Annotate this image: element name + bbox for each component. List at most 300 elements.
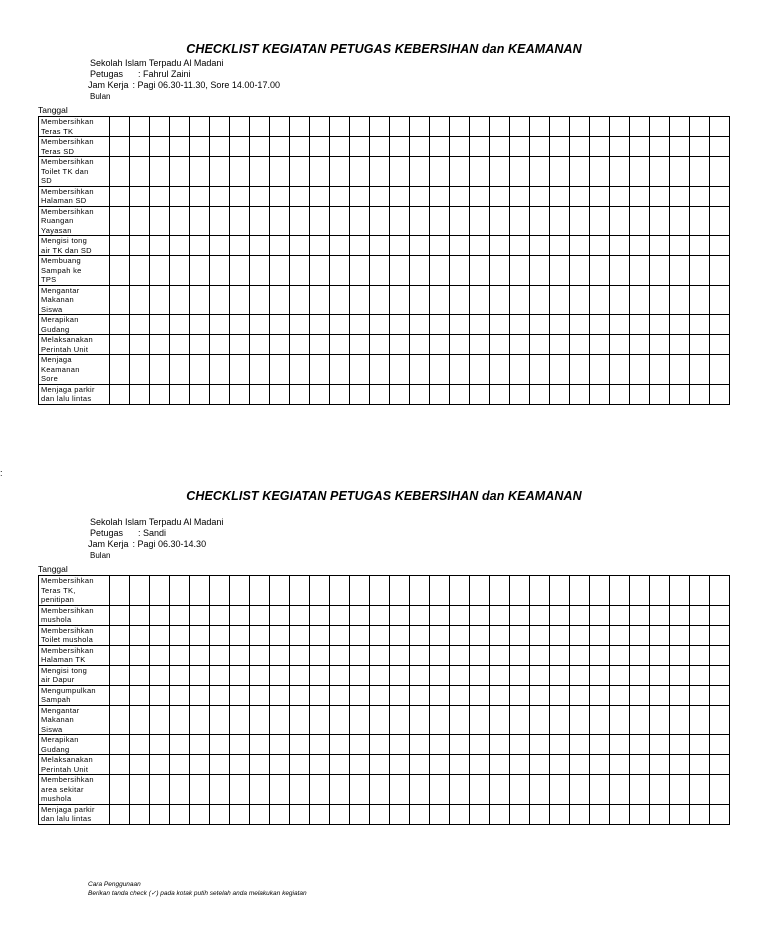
check-cell[interactable]: [690, 355, 710, 385]
check-cell[interactable]: [610, 256, 630, 286]
check-cell[interactable]: [110, 137, 130, 157]
check-cell[interactable]: [590, 735, 610, 755]
check-cell[interactable]: [290, 576, 310, 606]
check-cell[interactable]: [650, 157, 670, 187]
check-cell[interactable]: [570, 735, 590, 755]
check-cell[interactable]: [390, 605, 410, 625]
check-cell[interactable]: [650, 685, 670, 705]
check-cell[interactable]: [250, 315, 270, 335]
check-cell[interactable]: [430, 355, 450, 385]
check-cell[interactable]: [130, 355, 150, 385]
check-cell[interactable]: [210, 384, 230, 404]
check-cell[interactable]: [230, 137, 250, 157]
check-cell[interactable]: [390, 335, 410, 355]
check-cell[interactable]: [170, 335, 190, 355]
check-cell[interactable]: [350, 775, 370, 805]
check-cell[interactable]: [610, 755, 630, 775]
check-cell[interactable]: [150, 605, 170, 625]
check-cell[interactable]: [490, 576, 510, 606]
check-cell[interactable]: [510, 117, 530, 137]
check-cell[interactable]: [170, 665, 190, 685]
check-cell[interactable]: [390, 755, 410, 775]
check-cell[interactable]: [510, 735, 530, 755]
check-cell[interactable]: [170, 256, 190, 286]
check-cell[interactable]: [450, 285, 470, 315]
check-cell[interactable]: [290, 645, 310, 665]
check-cell[interactable]: [510, 576, 530, 606]
check-cell[interactable]: [190, 576, 210, 606]
check-cell[interactable]: [650, 117, 670, 137]
check-cell[interactable]: [430, 206, 450, 236]
check-cell[interactable]: [670, 775, 690, 805]
check-cell[interactable]: [490, 775, 510, 805]
check-cell[interactable]: [250, 236, 270, 256]
check-cell[interactable]: [210, 236, 230, 256]
check-cell[interactable]: [470, 605, 490, 625]
check-cell[interactable]: [690, 335, 710, 355]
check-cell[interactable]: [170, 186, 190, 206]
check-cell[interactable]: [530, 256, 550, 286]
check-cell[interactable]: [450, 137, 470, 157]
check-cell[interactable]: [430, 285, 450, 315]
check-cell[interactable]: [610, 665, 630, 685]
check-cell[interactable]: [250, 256, 270, 286]
check-cell[interactable]: [710, 576, 730, 606]
check-cell[interactable]: [670, 804, 690, 824]
check-cell[interactable]: [610, 335, 630, 355]
check-cell[interactable]: [110, 117, 130, 137]
check-cell[interactable]: [390, 137, 410, 157]
check-cell[interactable]: [550, 117, 570, 137]
check-cell[interactable]: [370, 157, 390, 187]
check-cell[interactable]: [210, 186, 230, 206]
check-cell[interactable]: [650, 285, 670, 315]
check-cell[interactable]: [550, 755, 570, 775]
check-cell[interactable]: [390, 625, 410, 645]
check-cell[interactable]: [290, 236, 310, 256]
check-cell[interactable]: [130, 804, 150, 824]
check-cell[interactable]: [290, 186, 310, 206]
check-cell[interactable]: [250, 335, 270, 355]
check-cell[interactable]: [190, 355, 210, 385]
check-cell[interactable]: [190, 735, 210, 755]
check-cell[interactable]: [130, 735, 150, 755]
check-cell[interactable]: [370, 576, 390, 606]
check-cell[interactable]: [630, 755, 650, 775]
check-cell[interactable]: [690, 315, 710, 335]
check-cell[interactable]: [390, 186, 410, 206]
check-cell[interactable]: [450, 335, 470, 355]
check-cell[interactable]: [150, 705, 170, 735]
check-cell[interactable]: [710, 157, 730, 187]
check-cell[interactable]: [270, 605, 290, 625]
check-cell[interactable]: [190, 186, 210, 206]
check-cell[interactable]: [590, 186, 610, 206]
check-cell[interactable]: [550, 775, 570, 805]
check-cell[interactable]: [490, 137, 510, 157]
check-cell[interactable]: [690, 137, 710, 157]
check-cell[interactable]: [250, 705, 270, 735]
check-cell[interactable]: [310, 355, 330, 385]
check-cell[interactable]: [270, 384, 290, 404]
check-cell[interactable]: [250, 186, 270, 206]
check-cell[interactable]: [610, 705, 630, 735]
check-cell[interactable]: [370, 285, 390, 315]
check-cell[interactable]: [710, 605, 730, 625]
check-cell[interactable]: [450, 384, 470, 404]
check-cell[interactable]: [710, 315, 730, 335]
check-cell[interactable]: [190, 315, 210, 335]
check-cell[interactable]: [650, 236, 670, 256]
check-cell[interactable]: [690, 236, 710, 256]
check-cell[interactable]: [110, 206, 130, 236]
check-cell[interactable]: [470, 236, 490, 256]
check-cell[interactable]: [350, 705, 370, 735]
check-cell[interactable]: [670, 117, 690, 137]
check-cell[interactable]: [370, 335, 390, 355]
check-cell[interactable]: [370, 804, 390, 824]
check-cell[interactable]: [130, 117, 150, 137]
check-cell[interactable]: [370, 206, 390, 236]
check-cell[interactable]: [670, 705, 690, 735]
check-cell[interactable]: [250, 804, 270, 824]
check-cell[interactable]: [390, 117, 410, 137]
check-cell[interactable]: [410, 236, 430, 256]
check-cell[interactable]: [250, 137, 270, 157]
check-cell[interactable]: [310, 735, 330, 755]
check-cell[interactable]: [510, 645, 530, 665]
check-cell[interactable]: [250, 117, 270, 137]
check-cell[interactable]: [710, 186, 730, 206]
check-cell[interactable]: [310, 645, 330, 665]
check-cell[interactable]: [370, 705, 390, 735]
check-cell[interactable]: [310, 137, 330, 157]
check-cell[interactable]: [610, 735, 630, 755]
check-cell[interactable]: [550, 735, 570, 755]
check-cell[interactable]: [190, 665, 210, 685]
check-cell[interactable]: [590, 705, 610, 735]
check-cell[interactable]: [230, 576, 250, 606]
check-cell[interactable]: [470, 256, 490, 286]
check-cell[interactable]: [170, 755, 190, 775]
check-cell[interactable]: [130, 576, 150, 606]
check-cell[interactable]: [130, 157, 150, 187]
check-cell[interactable]: [530, 576, 550, 606]
check-cell[interactable]: [170, 117, 190, 137]
check-cell[interactable]: [630, 605, 650, 625]
check-cell[interactable]: [110, 285, 130, 315]
check-cell[interactable]: [530, 355, 550, 385]
check-cell[interactable]: [570, 755, 590, 775]
check-cell[interactable]: [290, 755, 310, 775]
check-cell[interactable]: [590, 645, 610, 665]
check-cell[interactable]: [330, 186, 350, 206]
check-cell[interactable]: [250, 625, 270, 645]
check-cell[interactable]: [690, 605, 710, 625]
check-cell[interactable]: [350, 206, 370, 236]
check-cell[interactable]: [410, 755, 430, 775]
check-cell[interactable]: [710, 775, 730, 805]
check-cell[interactable]: [690, 645, 710, 665]
check-cell[interactable]: [230, 605, 250, 625]
check-cell[interactable]: [210, 605, 230, 625]
check-cell[interactable]: [550, 285, 570, 315]
check-cell[interactable]: [150, 755, 170, 775]
check-cell[interactable]: [570, 804, 590, 824]
check-cell[interactable]: [470, 576, 490, 606]
check-cell[interactable]: [570, 355, 590, 385]
check-cell[interactable]: [650, 735, 670, 755]
check-cell[interactable]: [130, 775, 150, 805]
check-cell[interactable]: [150, 335, 170, 355]
check-cell[interactable]: [530, 186, 550, 206]
check-cell[interactable]: [610, 605, 630, 625]
check-cell[interactable]: [690, 735, 710, 755]
check-cell[interactable]: [270, 256, 290, 286]
check-cell[interactable]: [350, 117, 370, 137]
check-cell[interactable]: [230, 186, 250, 206]
check-cell[interactable]: [410, 665, 430, 685]
check-cell[interactable]: [310, 384, 330, 404]
check-cell[interactable]: [630, 685, 650, 705]
check-cell[interactable]: [470, 665, 490, 685]
check-cell[interactable]: [150, 775, 170, 805]
check-cell[interactable]: [590, 117, 610, 137]
check-cell[interactable]: [370, 384, 390, 404]
check-cell[interactable]: [370, 735, 390, 755]
check-cell[interactable]: [210, 625, 230, 645]
check-cell[interactable]: [410, 735, 430, 755]
check-cell[interactable]: [590, 775, 610, 805]
check-cell[interactable]: [710, 335, 730, 355]
check-cell[interactable]: [490, 285, 510, 315]
check-cell[interactable]: [550, 576, 570, 606]
check-cell[interactable]: [270, 625, 290, 645]
check-cell[interactable]: [430, 576, 450, 606]
check-cell[interactable]: [150, 576, 170, 606]
check-cell[interactable]: [410, 576, 430, 606]
check-cell[interactable]: [230, 335, 250, 355]
check-cell[interactable]: [190, 285, 210, 315]
check-cell[interactable]: [190, 137, 210, 157]
check-cell[interactable]: [150, 117, 170, 137]
check-cell[interactable]: [530, 685, 550, 705]
check-cell[interactable]: [490, 755, 510, 775]
check-cell[interactable]: [230, 285, 250, 315]
check-cell[interactable]: [330, 735, 350, 755]
check-cell[interactable]: [330, 625, 350, 645]
check-cell[interactable]: [170, 157, 190, 187]
check-cell[interactable]: [570, 645, 590, 665]
check-cell[interactable]: [470, 755, 490, 775]
check-cell[interactable]: [510, 186, 530, 206]
check-cell[interactable]: [270, 804, 290, 824]
check-cell[interactable]: [430, 665, 450, 685]
check-cell[interactable]: [330, 645, 350, 665]
check-cell[interactable]: [370, 605, 390, 625]
check-cell[interactable]: [430, 755, 450, 775]
check-cell[interactable]: [230, 236, 250, 256]
check-cell[interactable]: [470, 157, 490, 187]
check-cell[interactable]: [450, 685, 470, 705]
check-cell[interactable]: [670, 665, 690, 685]
check-cell[interactable]: [710, 137, 730, 157]
check-cell[interactable]: [170, 206, 190, 236]
check-cell[interactable]: [330, 755, 350, 775]
check-cell[interactable]: [310, 576, 330, 606]
check-cell[interactable]: [630, 804, 650, 824]
check-cell[interactable]: [390, 705, 410, 735]
check-cell[interactable]: [510, 335, 530, 355]
check-cell[interactable]: [370, 117, 390, 137]
check-cell[interactable]: [330, 576, 350, 606]
check-cell[interactable]: [150, 355, 170, 385]
check-cell[interactable]: [510, 775, 530, 805]
check-cell[interactable]: [610, 645, 630, 665]
check-cell[interactable]: [450, 625, 470, 645]
check-cell[interactable]: [190, 157, 210, 187]
check-cell[interactable]: [530, 236, 550, 256]
check-cell[interactable]: [230, 685, 250, 705]
check-cell[interactable]: [290, 315, 310, 335]
check-cell[interactable]: [530, 285, 550, 315]
check-cell[interactable]: [630, 285, 650, 315]
check-cell[interactable]: [210, 755, 230, 775]
check-cell[interactable]: [370, 236, 390, 256]
check-cell[interactable]: [270, 576, 290, 606]
check-cell[interactable]: [190, 256, 210, 286]
check-cell[interactable]: [470, 355, 490, 385]
check-cell[interactable]: [130, 665, 150, 685]
check-cell[interactable]: [270, 705, 290, 735]
check-cell[interactable]: [510, 804, 530, 824]
check-cell[interactable]: [230, 315, 250, 335]
check-cell[interactable]: [530, 117, 550, 137]
check-cell[interactable]: [410, 625, 430, 645]
check-cell[interactable]: [610, 384, 630, 404]
check-cell[interactable]: [690, 206, 710, 236]
check-cell[interactable]: [270, 755, 290, 775]
check-cell[interactable]: [650, 206, 670, 236]
check-cell[interactable]: [650, 605, 670, 625]
check-cell[interactable]: [670, 256, 690, 286]
check-cell[interactable]: [310, 315, 330, 335]
check-cell[interactable]: [150, 685, 170, 705]
check-cell[interactable]: [410, 157, 430, 187]
check-cell[interactable]: [490, 236, 510, 256]
check-cell[interactable]: [690, 157, 710, 187]
check-cell[interactable]: [230, 355, 250, 385]
check-cell[interactable]: [350, 355, 370, 385]
check-cell[interactable]: [110, 625, 130, 645]
check-cell[interactable]: [150, 137, 170, 157]
check-cell[interactable]: [290, 605, 310, 625]
check-cell[interactable]: [530, 157, 550, 187]
check-cell[interactable]: [310, 157, 330, 187]
check-cell[interactable]: [670, 315, 690, 335]
check-cell[interactable]: [630, 157, 650, 187]
check-cell[interactable]: [470, 384, 490, 404]
check-cell[interactable]: [470, 775, 490, 805]
check-cell[interactable]: [250, 355, 270, 385]
check-cell[interactable]: [670, 186, 690, 206]
check-cell[interactable]: [610, 625, 630, 645]
check-cell[interactable]: [170, 625, 190, 645]
check-cell[interactable]: [450, 355, 470, 385]
check-cell[interactable]: [170, 804, 190, 824]
check-cell[interactable]: [650, 625, 670, 645]
check-cell[interactable]: [630, 665, 650, 685]
check-cell[interactable]: [350, 755, 370, 775]
check-cell[interactable]: [290, 256, 310, 286]
check-cell[interactable]: [330, 335, 350, 355]
check-cell[interactable]: [670, 685, 690, 705]
check-cell[interactable]: [410, 775, 430, 805]
check-cell[interactable]: [550, 315, 570, 335]
check-cell[interactable]: [650, 665, 670, 685]
check-cell[interactable]: [170, 355, 190, 385]
check-cell[interactable]: [710, 355, 730, 385]
check-cell[interactable]: [690, 576, 710, 606]
check-cell[interactable]: [310, 117, 330, 137]
check-cell[interactable]: [370, 755, 390, 775]
check-cell[interactable]: [570, 605, 590, 625]
check-cell[interactable]: [350, 665, 370, 685]
check-cell[interactable]: [390, 285, 410, 315]
check-cell[interactable]: [130, 605, 150, 625]
check-cell[interactable]: [490, 157, 510, 187]
check-cell[interactable]: [350, 315, 370, 335]
check-cell[interactable]: [630, 117, 650, 137]
check-cell[interactable]: [270, 685, 290, 705]
check-cell[interactable]: [310, 285, 330, 315]
check-cell[interactable]: [110, 665, 130, 685]
check-cell[interactable]: [130, 186, 150, 206]
check-cell[interactable]: [610, 157, 630, 187]
check-cell[interactable]: [310, 775, 330, 805]
check-cell[interactable]: [690, 755, 710, 775]
check-cell[interactable]: [110, 186, 130, 206]
check-cell[interactable]: [430, 735, 450, 755]
check-cell[interactable]: [550, 137, 570, 157]
check-cell[interactable]: [210, 206, 230, 236]
check-cell[interactable]: [110, 735, 130, 755]
check-cell[interactable]: [690, 285, 710, 315]
check-cell[interactable]: [290, 206, 310, 236]
check-cell[interactable]: [630, 705, 650, 735]
check-cell[interactable]: [690, 186, 710, 206]
check-cell[interactable]: [230, 117, 250, 137]
check-cell[interactable]: [530, 705, 550, 735]
check-cell[interactable]: [110, 755, 130, 775]
check-cell[interactable]: [590, 605, 610, 625]
check-cell[interactable]: [210, 645, 230, 665]
check-cell[interactable]: [170, 775, 190, 805]
check-cell[interactable]: [650, 384, 670, 404]
check-cell[interactable]: [490, 256, 510, 286]
check-cell[interactable]: [610, 186, 630, 206]
check-cell[interactable]: [110, 576, 130, 606]
check-cell[interactable]: [330, 137, 350, 157]
check-cell[interactable]: [570, 206, 590, 236]
check-cell[interactable]: [590, 685, 610, 705]
check-cell[interactable]: [330, 285, 350, 315]
check-cell[interactable]: [330, 705, 350, 735]
check-cell[interactable]: [350, 685, 370, 705]
check-cell[interactable]: [370, 137, 390, 157]
check-cell[interactable]: [290, 335, 310, 355]
check-cell[interactable]: [430, 256, 450, 286]
